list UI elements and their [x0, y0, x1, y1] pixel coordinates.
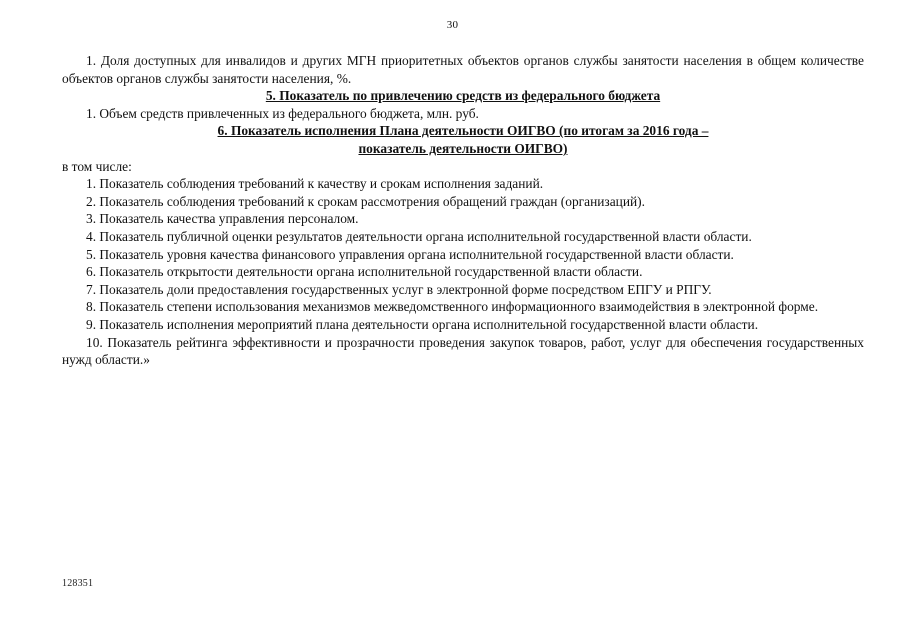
- list-item: 4. Показатель публичной оценки результатов деятельности органа исполнительной государственной власти области.: [86, 228, 752, 244]
- list-item: 10. Показатель рейтинга эффективности и прозрачности проведения закупок товаров, работ, услуг для обеспечения государственных нужд области.»: [62, 334, 864, 368]
- document-code: 128351: [62, 578, 94, 589]
- list-item: 5. Показатель уровня качества финансового управления органа исполнительной государственной власти области.: [86, 246, 734, 262]
- list-intro: в том числе:: [62, 158, 132, 174]
- list-item: 2. Показатель соблюдения требований к срокам рассмотрения обращений граждан (организаций).: [86, 193, 645, 209]
- list-item: 9. Показатель исполнения мероприятий плана деятельности органа исполнительной государственной власти области.: [86, 316, 759, 332]
- list-item: 7. Показатель доли предоставления государственных услуг в электронной форме посредством ЕПГУ и РПГУ.: [86, 281, 712, 297]
- section-heading-6-line-2: показатель деятельности ОИГВО): [358, 140, 568, 156]
- list-item: 1. Показатель соблюдения требований к качеству и срокам исполнения заданий.: [86, 176, 544, 192]
- list-item: 6. Показатель открытости деятельности органа исполнительной государственной власти области.: [86, 264, 643, 280]
- indicator-paragraph-2: 1. Объем средств привлеченных из федерального бюджета, млн. руб.: [86, 105, 479, 121]
- document-body: [62, 52, 864, 369]
- list-item: 8. Показатель степени использования механизмов межведомственного информационного взаимодействия в электронной форме.: [86, 299, 819, 315]
- page-number: 30: [446, 19, 459, 31]
- section-heading-5: 5. Показатель по привлечению средств из федерального бюджета: [265, 88, 661, 104]
- section-heading-6-line-1: 6. Показатель исполнения Плана деятельности ОИГВО (по итогам за 2016 года –: [217, 123, 709, 139]
- list-item: 3. Показатель качества управления персоналом.: [86, 211, 359, 227]
- indicator-paragraph-1: 1. Доля доступных для инвалидов и других МГН приоритетных объектов органов службы занятости населения в общем количестве объектов органов службы занятости населения, %.: [62, 53, 864, 86]
